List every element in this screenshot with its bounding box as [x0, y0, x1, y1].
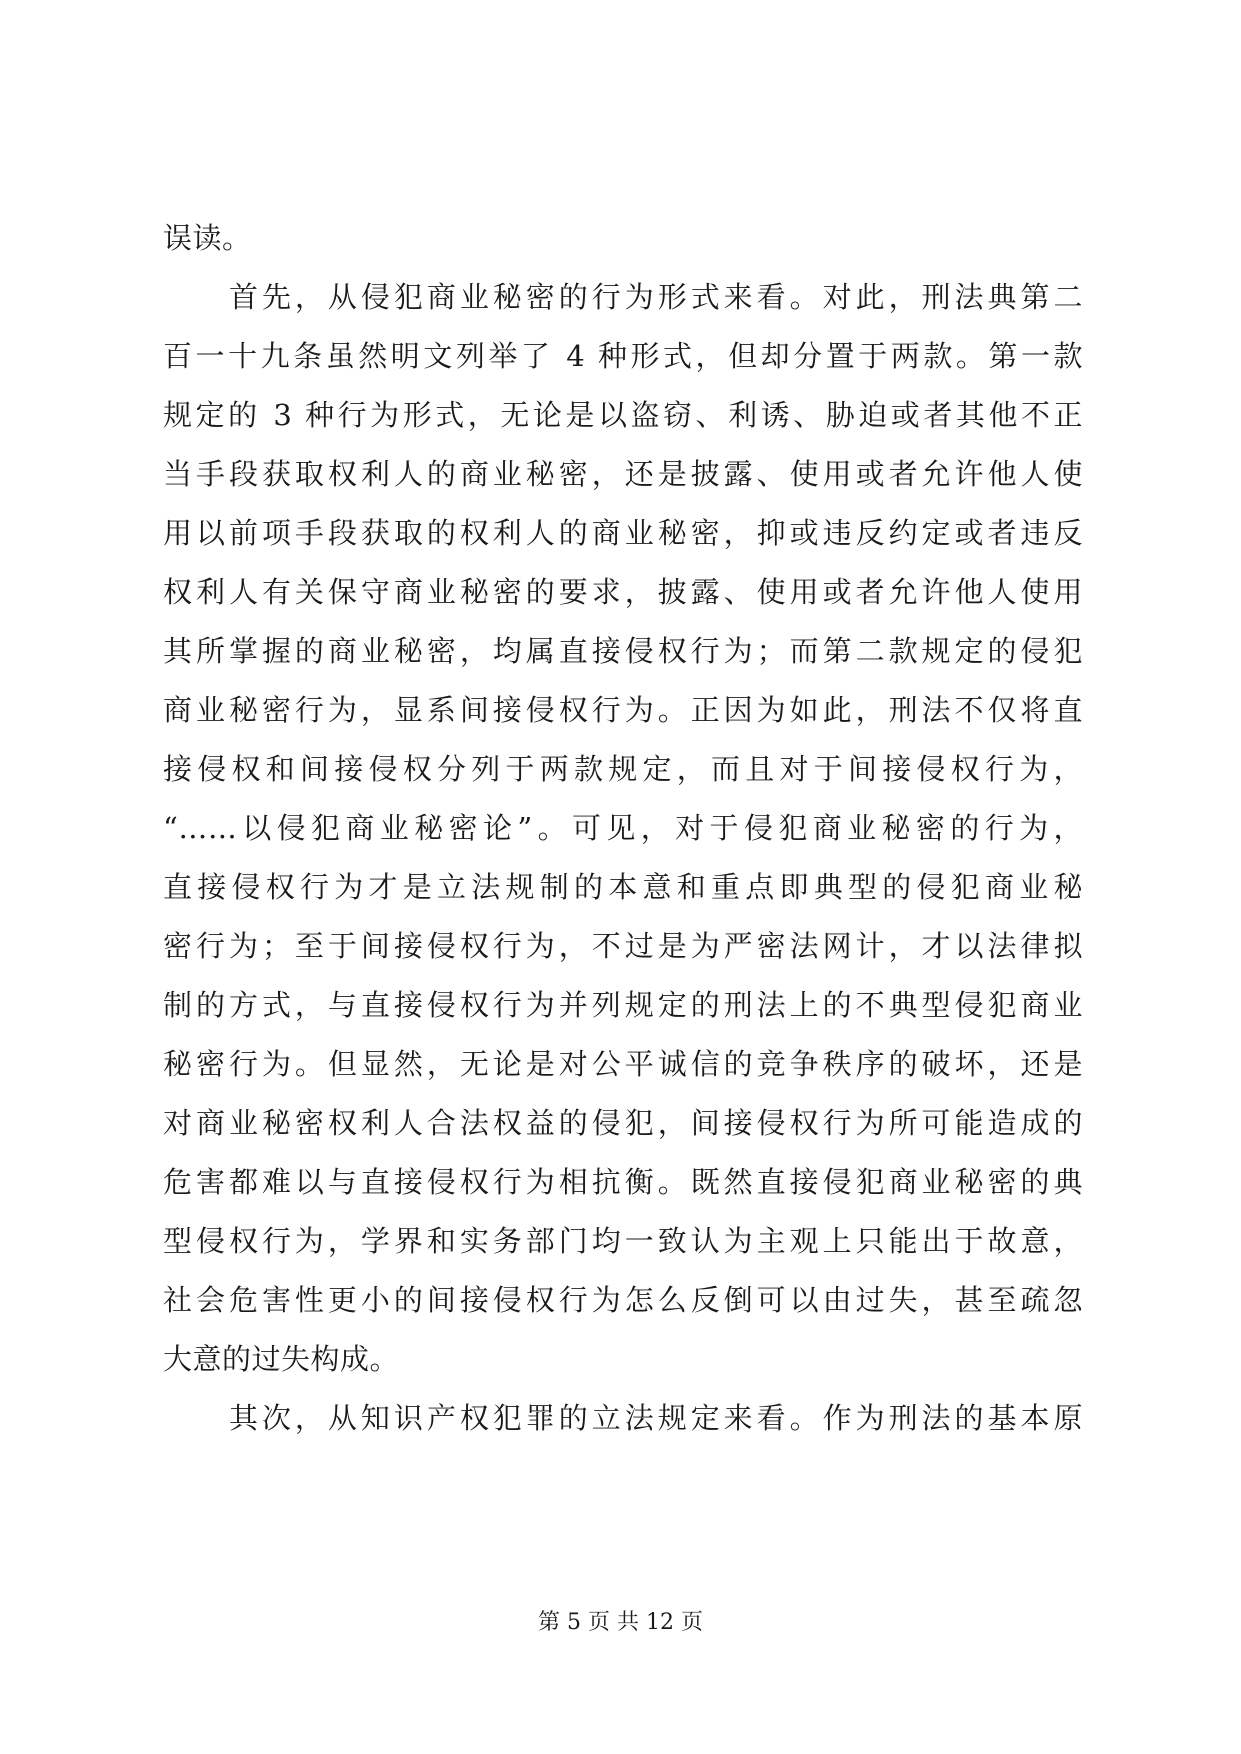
- text-line: 直接侵权行为才是立法规制的本意和重点即典型的侵犯商业秘: [163, 870, 1083, 904]
- text-line: 首先，从侵犯商业秘密的行为形式来看。对此，刑法典第二: [163, 280, 1083, 314]
- text-line: 危害都难以与直接侵权行为相抗衡。既然直接侵犯商业秘密的典: [163, 1165, 1083, 1199]
- text-line: 当手段获取权利人的商业秘密，还是披露、使用或者允许他人使: [163, 457, 1083, 491]
- text-line: 密行为；至于间接侵权行为，不过是为严密法网计，才以法律拟: [163, 929, 1083, 963]
- text-line: 百一十九条虽然明文列举了 4 种形式，但却分置于两款。第一款: [163, 339, 1083, 373]
- text-line: 其次，从知识产权犯罪的立法规定来看。作为刑法的基本原: [163, 1401, 1083, 1435]
- text-line: 其所掌握的商业秘密，均属直接侵权行为；而第二款规定的侵犯: [163, 634, 1083, 668]
- text-line: 社会危害性更小的间接侵权行为怎么反倒可以由过失，甚至疏忽: [163, 1283, 1083, 1317]
- page-footer: 第 5 页 共 12 页: [538, 1610, 703, 1635]
- text-line: 商业秘密行为，显系间接侵权行为。正因为如此，刑法不仅将直: [163, 693, 1083, 727]
- text-line: 规定的 3 种行为形式，无论是以盗窃、利诱、胁迫或者其他不正: [163, 398, 1083, 432]
- text-line: 权利人有关保守商业秘密的要求，披露、使用或者允许他人使用: [163, 575, 1083, 609]
- text-line: 对商业秘密权利人合法权益的侵犯，间接侵权行为所可能造成的: [163, 1106, 1083, 1140]
- text-line: 用以前项手段获取的权利人的商业秘密，抑或违反约定或者违反: [163, 516, 1083, 550]
- text-line: 型侵权行为，学界和实务部门均一致认为主观上只能出于故意，: [163, 1224, 1083, 1258]
- text-line: “……以侵犯商业秘密论”。可见，对于侵犯商业秘密的行为，: [163, 811, 1083, 845]
- text-line: 制的方式，与直接侵权行为并列规定的刑法上的不典型侵犯商业: [163, 988, 1083, 1022]
- text-line: 秘密行为。但显然，无论是对公平诚信的竞争秩序的破坏，还是: [163, 1047, 1083, 1081]
- text-line: 接侵权和间接侵权分列于两款规定，而且对于间接侵权行为，: [163, 752, 1083, 786]
- text-line: 误读。: [163, 221, 252, 255]
- text-line: 大意的过失构成。: [163, 1342, 400, 1376]
